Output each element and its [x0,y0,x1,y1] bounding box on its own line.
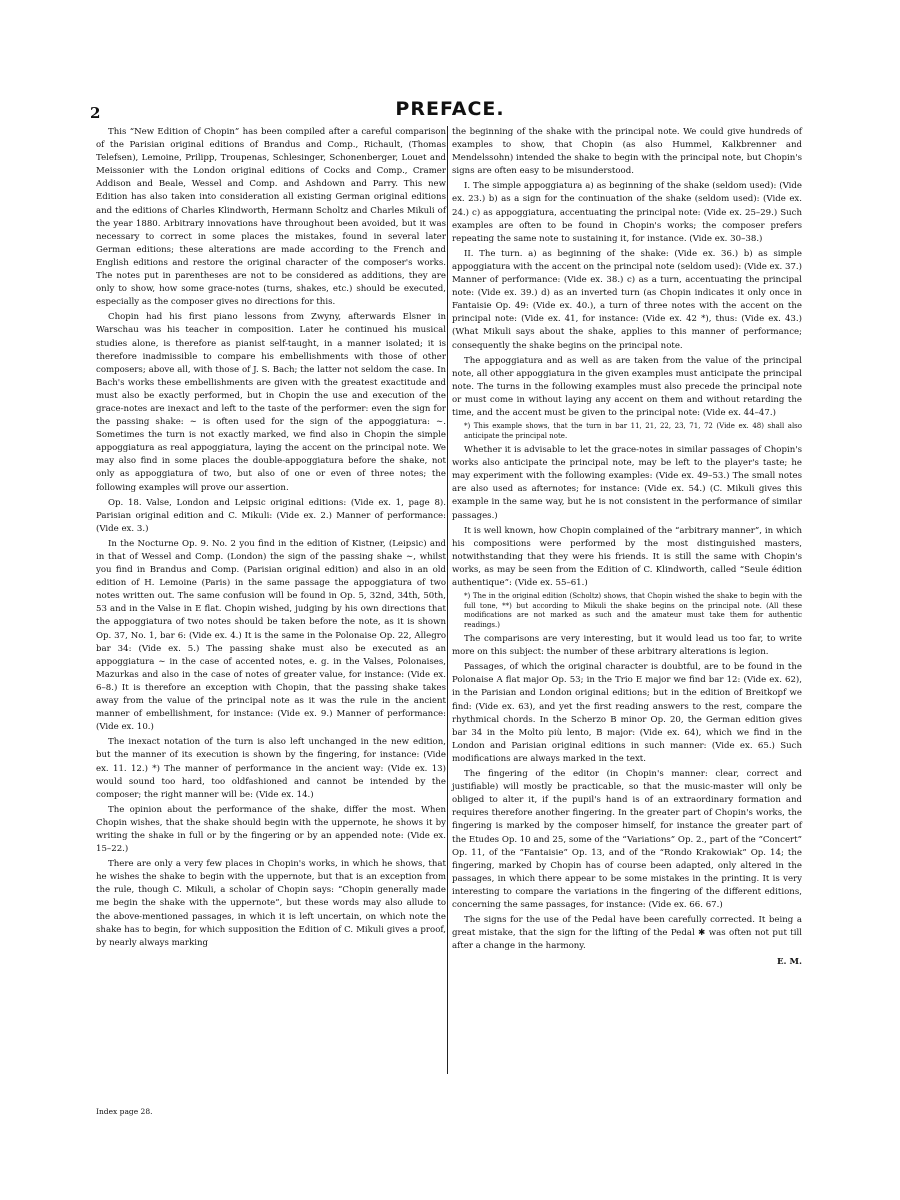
paragraph: The appoggiatura and as well as are taken from the value of the principal note, all other appoggiatura in the given examples must anticipate the principal note. The turns in the following examples must also precede the principal note or must come in without laying any accent on them and without retarding the time, and the accent must be given to the principal note: (Vide ex. 44–47.) [452,355,802,418]
paragraph: The opinion about the performance of the shake, differ the most. When Chopin wishes, that the shake should begin with the uppernote, he shows it by writing the shake in full or by the fingering or by an appended note: (Vide ex. 15–22.) [96,804,446,855]
page-title: PREFACE. [395,98,505,120]
paragraph: the beginning of the shake with the principal note. We could give hundreds of examples to show, that Chopin (as also Hummel, Kalkbrenner and Mendelssohn) intended the shake to begin with the principal note, but Chopin's signs are often easy to be misunderstood. [452,127,802,177]
footnote: *) This example shows, that the turn in bar 11, 21, 22, 23, 71, 72 (Vide ex. 48) shall also anticipate the principal note. [464,422,802,440]
paragraph: The signs for the use of the Pedal have been carefully corrected. It being a great mistake, that the sign for the lifting of the Pedal ✱ was often not put till after a change in the harmony. [452,915,802,952]
paragraph: Chopin had his first piano lessons from Zwyny, afterwards Elsner in Warschau was his teacher in composition. Later he continued his musical studies alone, is therefore as pianist self-taught, in a manner isolated; it is therefore inadmissible to compare his embellishments with those of other composers; above all, with those of J. S. Bach; the latter not seldom the case. In Bach's works these embellishments are given with the greatest exactitude and must also be exactly performed, but in Chopin the use and execution of the grace-notes are inexact and left to the taste of the performer: even the sign for the passing shake: ∼ is often used for the sign of the appoggiatura: ∼. Sometimes the turn is not exactly marked, we find also in Chopin the simple appoggiatura as real appoggiatura, laying the accent on the principal note. We may also find in some places the double-appoggiatura before the shake, not only as appoggiatura of two, but also of one or even of three notes; the following examples will prove our assertion. [96,312,446,493]
paragraph: The inexact notation of the turn is also left unchanged in the new edition, but the manner of its execution is shown by the fingering, for instance: (Vide ex. 11. 12.) *) The manner of performance in the ancient way: (Vide ex. 13) would sound too hard, too oldfashioned and cannot be intended by the composer; the right manner will be: (Vide ex. 14.) [96,737,446,800]
paragraph: I. The simple appoggiatura a) as beginning of the shake (seldom used): (Vide ex. 23.) b) as a sign for the continuation of the shake (seldom used): (Vide ex. 24.) c) as appoggiatura, accentuating the principal note: (Vide ex. 25–29.) Such examples are often to be found in Chopin's works; the composer prefers repeating the same note to sustaining it, for instance. (Vide ex. 30–38.) [452,181,802,244]
paragraph: The fingering of the editor (in Chopin's manner: clear, correct and justifiable) will mostly be practicable, so that the music-master will only be obliged to alter it, if the pupil's hand is of an extraordinary formation and requires therefore another fingering. In the greater part of Chopin's works, the fingering is marked by the composer himself, for instance the greater part of the Etudes Op. 10 and 25, some of the “Variations” Op. 2., part of the “Concert” Op. 11, of the “Fantaisie” Op. 13, and of the “Rondo Krakowiak” Op. 14; the fingering, marked by Chopin has of course been adapted, only altered in the passages, in which there appear to be some mistakes in the printing. It is very interesting to compare the variations in the fingering of the different editions, concerning the same passages, for instance: (Vide ex. 66. 67.) [452,769,802,910]
paragraph: It is well known, how Chopin complained of the “arbitrary manner”, in which his compositions were performed by the most distinguished masters, notwithstanding that they were his friends. It is still the same with Chopin's works, as may be seen from the Edition of C. Klindworth, called “Seule édition authentique”: (Vide ex. 55–61.) [452,525,802,588]
footnote: *) The in the original edition (Scholtz) shows, that Chopin wished the shake to begin with the full tone, **) but according to Mikuli the shake begins on the principal note. (All these modifications are not marked as such and the amateur must take them for authentic readings.) [464,592,802,629]
paragraph: The comparisons are very interesting, but it would lead us too far, to write more on this subject: the number of these arbitrary alterations is legion. [452,634,802,658]
paragraph: This “New Edition of Chopin” has been compiled after a careful comparison of the Parisian original editions of Brandus and Comp., Richault, (Thomas Telefsen), Lemoine, Prilipp, Troupenas, Schlesinger, Schonenberger, Louet and Meissonier with the London original editions of Cocks and Comp., Cramer Addison and Beale, Wessel and Comp. and Ashdown and Parry. This new Edition has also taken into consideration all existing German original editions and the editions of Charles Klindworth, Hermann Scholtz and Charles Mikuli of the year 1880. Arbitrary innovations have throughout been avoided, but it was necessary to correct in some places the mistakes, found in several later German editions; these alterations are made according to the French and English editions and restore the original character of the composer's works. The notes put in parentheses are not to be considered as additions, they are only to show, how some grace-notes (turns, shakes, etc.) should be executed, especially as the composer gives no directions for this. [96,127,446,308]
page-footer: Index page 28. [96,1107,153,1116]
right-column [452,126,802,971]
paragraph: There are only a very few places in Chopin's works, in which he shows, that he wishes the shake to begin with the uppernote, but that is an exception from the rule, though C. Mikuli, a scholar of Chopin says: “Chopin generally made me begin the shake with the uppernote”, but these words may also allude to the above-mentioned passages, in which it is left uncertain, on which note the shake has to begin, for which supposition the Edition of C. Mikuli gives a proof, by nearly always marking [96,859,446,948]
column-divider [447,126,448,1074]
paragraph: Op. 18. Valse, London and Leipsic original editions: (Vide ex. 1, page 8). Parisian original edition and C. Mikuli: (Vide ex. 2.) Manner of performance: (Vide ex. 3.) [96,497,446,534]
paragraph: In the Nocturne Op. 9. No. 2 you find in the edition of Kistner, (Leipsic) and in that of Wessel and Comp. (London) the sign of the passing shake ∼, whilst you find in Brandus and Comp. (Parisian original edition) and also in an old edition of H. Lemoine (Paris) in the same passage the appoggiatura of two notes written out. The same confusion will be found in Op. 5, 32nd, 34th, 50th, 53 and in the Valse in E flat. Chopin wished, judging by his own directions that the appoggiatura of two notes should be taken before the note, as it is shown Op. 37, No. 1, bar 6: (Vide ex. 4.) It is the same in the Polonaise Op. 22, Allegro bar 34: (Vide ex. 5.) The passing shake must also be executed as an appoggiatura ∼ in the case of accented notes, e. g. in the Valses, Polonaises, Mazurkas and also in the case of notes of greater value, for instance: (Vide ex. 6–8.) It is therefore an exception with Chopin, that the passing shake takes away from the value of the principal note as it was the rule in the ancient manner of embellishment, for instance: (Vide ex. 9.) Manner of performance: (Vide ex. 10.) [96,538,446,733]
signature: E. M. [776,957,802,968]
paragraph: Passages, of which the original character is doubtful, are to be found in the Polonaise A flat major Op. 53; in the Trio E major we find bar 12: (Vide ex. 62), in the Parisian and London original editions; but in the edition of Breitkopf we find: (Vide ex. 63), and yet the first reading answers to the rest, compare the rhythmical chords. In the Scherzo B minor Op. 20, the German edition gives bar 34 in the Molto più lento, B major: (Vide ex. 64), which we find in the London and Parisian original editions in such manner: (Vide ex. 65.) Such modifications are always marked in the text. [452,662,802,764]
paragraph: II. The turn. a) as beginning of the shake: (Vide ex. 36.) b) as simple appoggiatura with the accent on the principal note (seldom used): (Vide ex. 37.) Manner of performance: (Vide ex. 38.) c) as a turn, accentuating the principal note: (Vide ex. 39.) d) as an inverted turn (as Chopin indicates it only once in Fantaisie Op. 49: (Vide ex. 40.), a turn of three notes with the accent on the principal note: (Vide ex. 41, for instance: (Vide ex. 42 *), thus: (Vide ex. 43.) (What Mikuli says about the shake, applies to this manner of performance; consequently the shake begins on the principal note. [452,248,802,351]
left-column [96,126,446,952]
page-number: 2 [90,104,101,122]
paragraph: Whether it is advisable to let the grace-notes in similar passages of Chopin's works also anticipate the principal note, may be left to the player's taste; he may experiment with the following examples: (Vide ex. 49–53.) The small notes are also used as afternotes; for instance: (Vide ex. 54.) (C. Mikuli gives this example in the same way, but he is not consistent in the performance of similar passages.) [452,445,802,521]
